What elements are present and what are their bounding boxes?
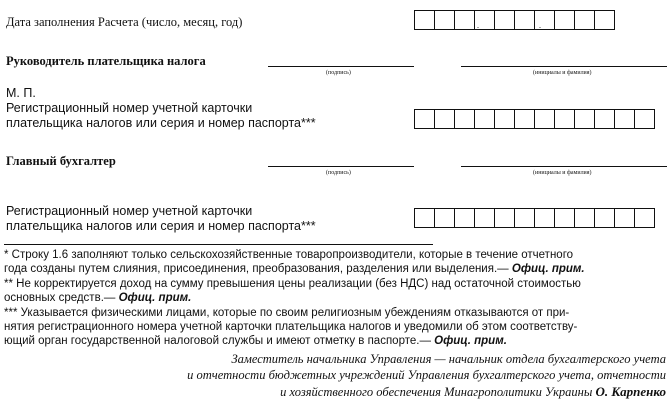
head-signature-line[interactable]: [268, 66, 414, 67]
reg-number-cells[interactable]: [414, 208, 655, 228]
signature-line1: Заместитель начальника Управления — начальник отдела бухгалтерского учета: [231, 352, 666, 366]
date-cell[interactable]: [594, 10, 615, 30]
footnote-text: года созданы путем слияния, присоединения, преобразования, разделения или выделения.—: [4, 263, 509, 275]
date-cell[interactable]: [574, 10, 595, 30]
accountant-label: Главный бухгалтер: [6, 154, 116, 168]
reg-cell[interactable]: [414, 208, 435, 228]
signatory-name: О. Карпенко: [595, 384, 666, 399]
reg-cell[interactable]: [514, 208, 535, 228]
footnote-2-line1: ** Не корректируется доход на сумму превышения цены реализации (без НДС) над остаточной стоимостью: [4, 278, 581, 290]
footnote-1-line1: * Строку 1.6 заполняют только сельскохозяйственные товаропроизводители, которые в течение отчетного: [4, 249, 574, 261]
head-label: Руководитель плательщика налога: [6, 54, 206, 68]
stamp-label: М. П.: [6, 86, 36, 100]
signature-line3: [280, 384, 666, 400]
official-note: Офиц. прим.: [511, 263, 585, 275]
reg-cell[interactable]: [494, 109, 515, 129]
reg-cell[interactable]: [574, 109, 595, 129]
footnote-3-line1: *** Указывается физическими лицами, которые по своим религиозным убеждениям отказываются от при-: [4, 307, 570, 319]
reg-cell[interactable]: [434, 109, 455, 129]
reg-label-line2: плательщика налогов или серия и номер паспорта***: [6, 116, 316, 130]
official-note: Офиц. прим.: [118, 292, 192, 304]
reg-number-cells[interactable]: [414, 109, 655, 129]
reg-label-line1: Регистрационный номер учетной карточки: [6, 101, 253, 115]
accountant-name-line[interactable]: [461, 166, 667, 167]
reg-cell[interactable]: [434, 208, 455, 228]
reg-label-line2: плательщика налогов или серия и номер паспорта***: [6, 219, 316, 233]
reg-cell[interactable]: [634, 208, 655, 228]
reg-cell[interactable]: [614, 208, 635, 228]
accountant-signature-line[interactable]: [268, 166, 414, 167]
head-signature-caption: (подпись): [326, 70, 351, 76]
reg-cell[interactable]: [534, 109, 555, 129]
accountant-signature-caption: (подпись): [326, 170, 351, 176]
date-separator: .: [477, 21, 479, 30]
reg-cell[interactable]: [454, 109, 475, 129]
footnote-text: ющий орган государственной налоговой службы и имеют отметку в паспорте.—: [4, 335, 431, 347]
date-cell[interactable]: [534, 10, 555, 30]
reg-cell[interactable]: [454, 208, 475, 228]
reg-cell[interactable]: [474, 208, 495, 228]
signature-position: и хозяйственного обеспечения Минагрополитики Украины: [280, 385, 593, 399]
date-cells[interactable]: [414, 10, 615, 30]
reg-cell[interactable]: [474, 109, 495, 129]
date-cell[interactable]: [454, 10, 475, 30]
date-cell[interactable]: [414, 10, 435, 30]
footnote-divider: [4, 244, 433, 245]
accountant-name-caption: (инициалы и фамилия): [533, 170, 592, 176]
date-cell[interactable]: [514, 10, 535, 30]
date-cell[interactable]: [434, 10, 455, 30]
reg-cell[interactable]: [594, 208, 615, 228]
footnote-3-line2: нятия регистрационного номера учетной карточки плательщика налогов и уведомили об этом соответству-: [4, 321, 578, 333]
head-name-caption: (инициалы и фамилия): [533, 70, 592, 76]
signature-line2: и отчетности бюджетных учреждений Управления бухгалтерского учета, отчетности: [187, 368, 666, 382]
reg-cell[interactable]: [554, 109, 575, 129]
reg-cell[interactable]: [534, 208, 555, 228]
footnote-3-line3: [4, 335, 507, 349]
reg-cell[interactable]: [514, 109, 535, 129]
official-note: Офиц. прим.: [434, 335, 507, 347]
date-cell[interactable]: [554, 10, 575, 30]
footnote-1-line2: [4, 263, 585, 277]
footnote-2-line2: [4, 292, 191, 306]
reg-cell[interactable]: [594, 109, 615, 129]
reg-cell[interactable]: [614, 109, 635, 129]
reg-label-line1: Регистрационный номер учетной карточки: [6, 204, 253, 218]
reg-cell[interactable]: [494, 208, 515, 228]
footnote-text: основных средств.—: [4, 292, 116, 304]
reg-cell[interactable]: [634, 109, 655, 129]
date-label: Дата заполнения Расчета (число, месяц, год): [6, 15, 243, 29]
reg-cell[interactable]: [414, 109, 435, 129]
date-cell[interactable]: [494, 10, 515, 30]
date-separator: .: [539, 21, 541, 30]
reg-cell[interactable]: [554, 208, 575, 228]
head-name-line[interactable]: [461, 66, 667, 67]
reg-cell[interactable]: [574, 208, 595, 228]
